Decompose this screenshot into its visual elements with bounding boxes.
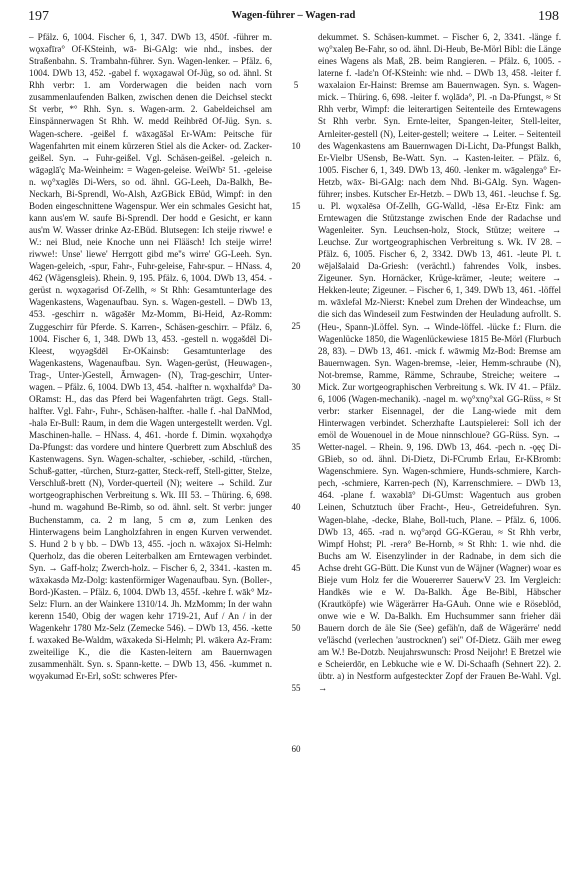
line-number: 40 (291, 502, 301, 513)
line-number: 35 (291, 442, 301, 452)
line-number: 55 (291, 683, 301, 694)
line-number: 25 (291, 321, 301, 332)
line-number: 15 (291, 200, 301, 211)
line-number: 10 (291, 140, 301, 151)
page-number-right: 198 (538, 9, 559, 24)
page-header (28, 9, 559, 25)
column-left (29, 31, 272, 682)
running-head: Wagen-führer – Wagen-rad (231, 10, 356, 21)
line-number: 20 (291, 261, 301, 272)
column-right-text: dekummet. S. Schäsen-kummet. – Fischer 6, 2, 3341. -länge f. wǫ°xəleŋ Be-Fahr, so od. ähnl. Di-Heub, Be-Mörl Bibl: die Länge eines Wagens als Maß, 2B. beim Rangieren. – Pfälz. 6, 1005. -laterne f. -ladɛ'n Of-KSteinh: wie nhd. – DWb 13, 458. -leiter f. waxəlaion Er-Hainst: Bremse am Bauernwagen. Syn. s. Wagen-mick. – Thüring. 6, 698. -leiter f. wǫlādə°, Pl. -n Da-Pfungst, ≈ St Rhh verbr, Wimpf: die leiterartigen Seitenteile des Erntewagens St Rhh verbr. Syn. Ernte-leiter, Spangen-leiter, Stell-leiter, Arnleiter-gestell (N), Leiter-gestell; weitere → Leiter. – Seitenteil des Wagenkastens am Bauernwagen Di-Licht, Da-Pfungst Balkh, Er-Vielbr USensb, Be-Watt. Syn. → Kasten-leiter. – Pfälz. 6, 1005. Fischer 6, 1, 349. DWb 13, 460. -lenker m. wāgəleŋgə° Er-Hetzb, wāx- Bi-GAlg: nach dem Nhd. Bi-GAlg. Syn. Wagen-führer; insbes. Kutscher Er-Hetzb. – DWb 13, 461. -leuchse f. Sg. u. Pl. wǫxəlēsə Of-Zellh, GG-Walld, -lēsə Er-Etz Fink: am Erntewagen die Stützstange zwischen Ende der Radachse und Wagenleiter. Syn. Leuchsen-holz, Stock, Stütze; weitere → Leuchse. Zur wortgeographischen Verbreitung s. Wk. IV 28. – Pfälz. 6, 1005. Fischer 6, 2, 3342. DWb 13, 461. -leute Pl. t. wējəlšəlaid Da-Griesh: (verächtl.) fahrendes Volk, insbes. Zigeuner. Syn. Hornäcker, Krüge-krämer, -leute; weitere → Hekken-leute; Zigeuner. – Fischer 6, 1, 349. DWb 13, 461. -löffel m. wāxlefəl Mz-Nierst: Knebel zum Drehen der Windeachse, um die sich das Windeseil zum Festwinden der Heuladung aufrollt. S. (Heu-, Spann-)Löffel. Syn. → Winde-löffel. -lücke f.: Flurn. die Wagenlücke 1850, die Wagenlückewiese 1815 Be-Mörl (Flurbuch 28, 83). – DWb 13, 461. -mick f. wāwmig Mz-Bod: Bremse am Bauernwagen. Syn. Wagen-bremse, -leier, Hemm-schraube (N), Not-bremse, Ramme, Rämme, Schraube, Streiche; weitere → Mick. Zur wortgeographischen Verbreitung s. Wk. IV 41. – Pfälz. 6, 1006 (Wagen-mechanik). -nagel m. wǫ°xnǫ°xəl GG-Rüss, ≈ St verbr: starker Eisennagel, der die Lang-wiede mit dem Hinterwagen verbindet. Scherzhafte Lautspielerei: Soll ich der emöl de Wouenouel in de Moue ninnschloue? GG-Rüss. Syn. → Wetter-nagel. – Rhein. 9, 196. DWb 13, 464. -pech n. -ǫęç Di-GBieb, so od. ähnl. Di-Dietz, Di-FCrumb Erlau, Er-KBromb: Wagenschmiere. Syn. Wagen-schmiere, Hunds-schmiere, Karch-pech, -schmiere, Karren-pech (N), Karrenschmiere. – DWb 13, 464. -plane f. waxəblā° Di-GUmst: Wagentuch aus groben Leinen, Schutztuch über Fracht-, Heu-, Getreidefuhren. Syn. Wagen-blahe, -decke, Blahe, Boll-tuch, Plane. – Pfälz. 6, 1006. DWb 13, 465. -rad n. wǫ°ərǫd GG-KGerau, ≈ St Rhh verbr, Wimpf Hohst; Pl. -rerə° Be-Hornb, ≈ St Rhh: 1. wie nhd. die Buchs am W. Eisenzylinder in der Radnabe, in dem sich die Achse dreht GG-Bütt. Die Kunst vun de Wäjner (Wagner) woar es Bieje vum Holz fer die Wouererrer SauerwV 23. Im Vergleich: Handkēs wie e W. Da-Balkh. Äge Be-Bibl, Häbscher (Krautköpfe) wie Wägerärrer Ha-GAuh. Onne wie e Röseblöd, onwe wie e W. Da-Balkh. Em Huchsummer sann frieher däi Bauern dorch de äle Sie (See) gefäh'n, daß de Wägerärre' nedd ve'läschd (verlechen 'austrocknen') sei'' Of-Dietz. Gäih mer eweg am W.! Be-Dotzb. Neujahrswunsch: Prosd Neijohr! E Bretzel wie e Scheierdōr, en Lebkuche wie e W. Di-Schaafh (Sehnert 22). 2. übtr. a) in Nestform aufgesteckter Zopf der Frauen Be-Wahl. Vgl. → (318, 32, 561, 694)
line-number: 5 (293, 80, 299, 91)
line-number: 50 (291, 622, 301, 633)
column-right (318, 31, 561, 694)
line-number: 60 (291, 743, 301, 754)
page-number-left: 197 (28, 9, 49, 24)
line-number: 45 (291, 562, 301, 573)
column-left-text: – Pfälz. 6, 1004. Fischer 6, 1, 347. DWb 13, 450f. -führer m. wǫxəfīrə° Of-KSteinh, wā- Bi-GAlg: wie nhd., insbes. der Straßenbahn. S. Trambahn-führer. Syn. Wagen-lenker. – Pfälz. 6, 1004. DWb 13, 452. -gabel f. wǫxəgawəl Of-Jüg, so od. ähnl. St Rhh verbr: 1. am Vorderwagen die beiden nach vorn zusammenlaufenden Balken, zwischen denen die Deichsel steckt St verbr, *° Rhh. Syn. s. Wagen-arm. 2. Gabeldeichsel am Einspännerwagen St Rhh. W. medd Reihbrēd Of-Jüg. Syn. s. Wagen-schere. -geißel f. wāxəgāšəl Er-WAm: Peitsche für Wagenfahrten mit einem kürzeren Stiel als die Acker- od. Zacker-geißel. Syn. → Fuhr-geißel. Vgl. Schäsen-geißel. -geleich n. wāgəglā'ç Ma-Weinheim: = Wagen-geleise. WeiWb² 51. -geleise n. wǫ°xəglēs Di-Wers, so od. ähnl. GG-Leeh, Da-Balkh, Be-Neckarh, Bi-Sprendl, Wo-Alsh, AzGBick EBüd, Wimpf: in den Boden eingeschnittene Wagenspur. Wer ein schmales Gesicht hat, kann aus'em W. saufe Bi-Sprendl. Der hodd e Gesicht, er kann aus'm W. Wasser drinke Az-EBüd. Blutsegen: Ich steije riwwe! e W.: nei Blud, neie Knoche unn nei Flääsch! Ich steije wirre! riwwe!: Unse' liewe' Herrgott gibd me''s wirre' GG-Leeh. Syn. Wagen-geleich, -spur, Fahr-, Fuhr-geleise, Fahr-spur. – HNass. 4, 462 (Wägensgleis). Rhein. 9, 195. Pfälz. 6, 1004. DWb 13, 454. -gerüst n. wǫxəgərisd Of-Zellh, ≈ St Rhh: Gesamtunterlage des Wagenkastens, Wagenaufbau. Syn. s. Wagen-gestell. – DWb 13, 453. -geschirr n. wāgəšēr Mz-Momm, Bi-Heid, Az-Romm: Zuggeschirr für Pferde. S. Karren-, Schäsen-geschirr. – Pfälz. 6, 1004. Fischer 6, 1, 348. DWb 13, 453. -gestell n. wǫgəšdēl Di-Kleest, wǫyəgšdēl Er-OKainsb: Gesamtunterlage des Wagenkastens, Wagenaufbau. Syn. Wagen-gerüst, (Heuwagen-, Trag-, Unter-)Gestell, Ārnwagen- (N), Trag-geschirr, Unter-wagen. – Pfälz. 6, 1004. DWb 13, 454. -halfter n. wǫxhalfdə° Da-ORamst: H., das das Pferd bei Wagenfahrten trägt. Gegs. Stall-halfter. Vgl. Fahr-, Fuhr-, Schäsen-halfter. -halle f. -hal DaNMod, -halə Er-Bull: Raum, in dem die Wagen untergestellt werden. Vgl. Maschinen-halle. – HNass. 4, 461. -horde f. Dimin. wǫxəhǫdχə Da-Pfungst: das vordere und hintere Querbrett zum Abschluß des Kastenwagens. Syn. Wagen-schalter, -schieber, -schild, -türchen, Schuß-gatter, -türchen, Sturz-gatter, Steck-reff, Stell-gitter, Stelze, Verschluß-brett (N), Vorder-querteil (N); weitere → Schild. Zur wortgeographischen Verbreitung s. Wk. III 53. – Thüring. 6, 698. -hund m. wagəhund Be-Rimb, so od. ähnl. selt. St verbr: junger Buchenstamm, ca. 2 m lang, 5 cm ⌀, zum Lenken des Hinterwagens beim Langholzfahren in engen Kurven verwendet. S. Hund 2 b γ bb. – DWb 13, 455. -joch n. wāxəjox Si-Helmh: Querholz, das die oberen Leiterbalken am Erntewagen verbindet. Syn. → Gaff-holz; Zwerch-holz. – Fischer 6, 2, 3341. -kasten m. wāxəkasdə Mz-Dolg: kastenförmiger Wagenaufbau. Syn. (Boller-, Bord-)Kasten. – Pfälz. 6, 1004. DWb 13, 455f. -kehre f. wāk° Mz-Selz: Flurn. an der Wainkere 1310/14. Jh. MzMomm; In der wahn kerenn 1540, Obig der wagen kehr 1719-21, Auf / An / in der Wagenkehr 1780 Mz-Selz (Zemecke 546). – DWb 13, 456. -kette f. waxəked Be-Waldm, wāxəkedə Si-Helmh; Pl. wākerə Az-Fram: zweiteilige K., die die Kasten-leitern am Bauernwagen zusammenhält. Syn. s. Spann-kette. – DWb 13, 456. -kummet n. wǫyəkumәd Er-Erl, soSt: schweres Pfer- (29, 32, 272, 682)
line-number: 30 (291, 381, 301, 392)
